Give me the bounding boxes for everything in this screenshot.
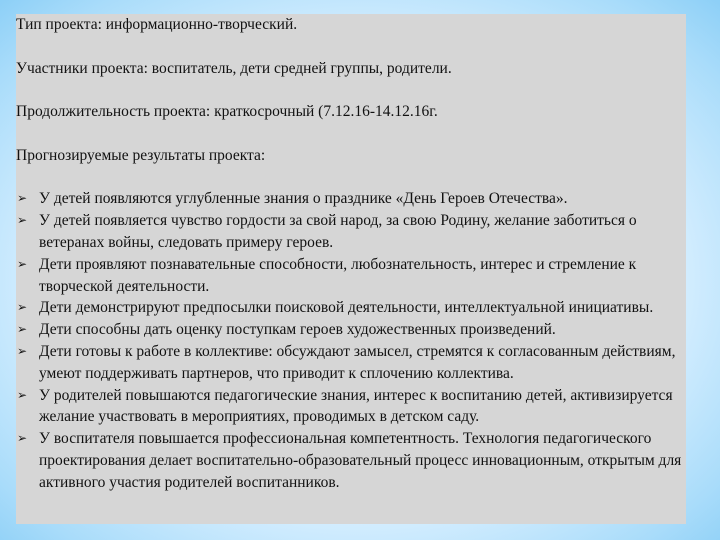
spacer [16,36,686,58]
result-item [16,341,686,385]
result-item [16,210,686,254]
arrowhead-bullet-icon: ➢ [17,343,28,358]
result-item [16,254,686,298]
results-heading: Прогнозируемые результаты проекта: [16,146,266,164]
result-item-text: У детей появляются углубленные знания о празднике «День Героев Отечества». [39,190,568,208]
duration-text: Продолжительность проекта: краткосрочный (7.12.16-14.12.16г. [16,103,438,121]
arrowhead-bullet-icon: ➢ [17,322,28,337]
result-item [16,188,686,210]
participants-text: Участники проекта: воспитатель, дети средней группы, родители. [16,59,452,77]
results-list [16,188,686,493]
result-item-text: Дети способны дать оценку поступкам героев художественных произведений. [39,321,556,339]
arrowhead-bullet-icon: ➢ [17,431,28,446]
spacer [16,123,686,145]
result-item [16,385,686,429]
arrowhead-bullet-icon: ➢ [17,256,28,271]
result-item-text: У родителей повышаются педагогические знания, интерес к воспитанию детей, активизируется желание участвовать в мероприятиях, проводимых в детском саду. [39,386,673,426]
text-box [16,14,686,524]
arrowhead-bullet-icon: ➢ [17,300,28,315]
project-type-text: Тип проекта: информационно-творческий. [16,16,298,33]
result-item [16,428,686,493]
result-item [16,297,686,319]
result-item-text: Дети демонстрируют предпосылки поисковой деятельности, интеллектуальной инициативы. [39,299,654,317]
result-item-text: Дети проявляют познавательные способности, любознательность, интерес и стремление к творческой деятельности. [39,255,637,295]
result-item-text: У воспитателя повышается профессиональная компетентность. Технология педагогического проектирования делает воспитательно-образовательный процесс инновационным, открытым для активного участия родителей воспитанников. [39,430,682,491]
arrowhead-bullet-icon: ➢ [17,191,28,206]
spacer [16,79,686,101]
result-item-text: У детей появляется чувство гордости за свой народ, за свою Родину, желание заботиться о ветеранах войны, следовать примеру героев. [39,212,637,251]
result-item-text: Дети готовы к работе в коллективе: обсуждают замысел, стремятся к согласованным действиям, умеют поддерживать партнеров, что приводит к сплочению коллектива. [39,342,676,382]
arrowhead-bullet-icon: ➢ [17,387,28,402]
result-item [16,319,686,341]
spacer [16,167,686,189]
arrowhead-bullet-icon: ➢ [17,213,28,228]
